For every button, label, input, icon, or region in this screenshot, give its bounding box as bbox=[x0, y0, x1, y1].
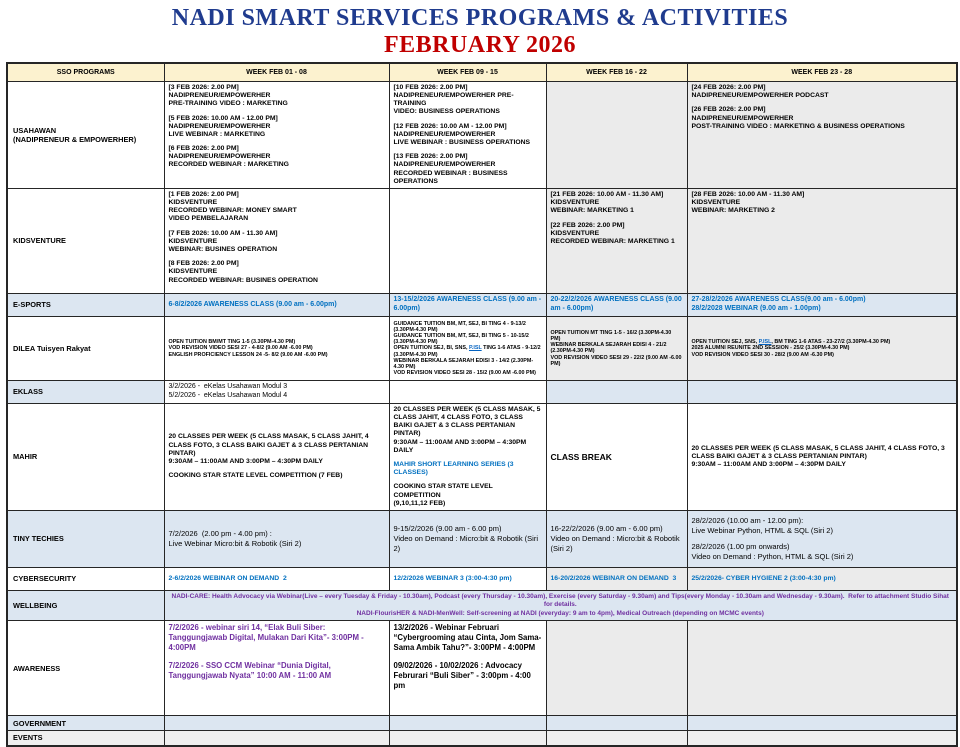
cell-text-line: [8 FEB 2026: 2.00 PM] bbox=[168, 260, 239, 268]
cell-government-w4 bbox=[687, 716, 957, 731]
cell-text-line: [21 FEB 2026: 10.00 AM - 11.30 AM] bbox=[550, 190, 664, 198]
cell-text-line: [3 FEB 2026: 2.00 PM] bbox=[168, 84, 239, 91]
cell-text-line: OPEN TUITION BM/MT TING 1-5 (3.30PM-4.30 PM) bbox=[168, 339, 296, 346]
cell-text-line: [12 FEB 2026: 10.00 AM - 12.00 PM] bbox=[393, 122, 507, 130]
cell-text-line: KIDSVENTURE bbox=[168, 199, 218, 207]
row-label-tiny-techies bbox=[7, 510, 164, 567]
cell-text-line: LIVE WEBINAR : MARKETING bbox=[168, 130, 266, 138]
cell-text-line: 5/2/2026 - eKelas Usahawan Modul 4 bbox=[168, 391, 288, 399]
table-row-events bbox=[7, 731, 957, 746]
page bbox=[0, 5, 960, 747]
cell-events-w3 bbox=[546, 731, 687, 746]
cell-text-line: 9:30AM – 11:00AM AND 3:00PM – 4:30PM DAILY bbox=[168, 457, 323, 465]
cell-mahir-w4 bbox=[687, 403, 957, 510]
pisl-link[interactable]: P.ISL bbox=[468, 345, 482, 352]
cell-events-w4 bbox=[687, 731, 957, 746]
cell-text-line: 9:30AM – 11:00AM AND 3:00PM – 4:30PM DAILY bbox=[691, 460, 846, 468]
cell-text-line: VOD REVISION VIDEO SESI 28 - 15/2 (9.00 AM -6.00 PM) bbox=[393, 370, 536, 377]
cell-text-line: RECORDED WEBINAR : MARKETING bbox=[168, 161, 289, 169]
cell-text-line: POST-TRAINING VIDEO : MARKETING & BUSINESS OPERATIONS bbox=[691, 122, 905, 130]
cell-eklass-w3 bbox=[546, 380, 687, 403]
cell-government-w3 bbox=[546, 716, 687, 731]
cell-text-line: RECORDED WEBINAR: MARKETING 1 bbox=[550, 237, 675, 245]
cell-cybersecurity-w1 bbox=[164, 567, 389, 590]
cell-text-line: OPEN TUITION MT TING 1-5 - 16/2 (3.30PM-4.30 PM) bbox=[550, 329, 673, 343]
cell-text-line: (9,10,11,12 FEB) bbox=[393, 499, 446, 507]
cell-usahawan-w4 bbox=[687, 82, 957, 189]
cell-text-line: 20-22/2/2026 AWARENESS CLASS (9.00 am - 6.00pm) bbox=[550, 296, 684, 312]
cell-text-line bbox=[394, 461, 542, 477]
cell-tiny-techies-w1 bbox=[164, 510, 389, 567]
blank-line bbox=[394, 654, 542, 661]
row-label-line: MAHIR bbox=[13, 452, 38, 462]
cell-text-segment: , BM TING 1-6 ATAS - 23-27/2 (3.30PM-4.30 PM) bbox=[771, 339, 891, 346]
row-label-usahawan bbox=[7, 82, 164, 189]
cell-esports-w2 bbox=[389, 293, 546, 316]
cell-text-line: 6-8/2/2026 AWARENESS CLASS (9.00 am - 6.00pm) bbox=[168, 300, 337, 308]
row-label-line: KIDSVENTURE bbox=[13, 236, 66, 246]
cell-events-w2 bbox=[389, 731, 546, 746]
cell-text-line: NADI-FlourisHER & NADI-MenWell: Self-screening at NADI (everyday: 9 am to 4pm), Medical Outreach (depending on MCMC events) bbox=[356, 609, 764, 617]
cell-text-line: NADIPRENEUR/EMPOWERHER bbox=[691, 114, 794, 122]
cell-text-line: [10 FEB 2026: 2.00 PM] bbox=[393, 84, 468, 91]
table-row-government bbox=[7, 716, 957, 731]
cell-text-line: Live Webinar Python, HTML & SQL (Siri 2) bbox=[691, 525, 833, 535]
cell-text-line: 13-15/2/2026 AWARENESS CLASS (9.00 am - 6.00pm) bbox=[393, 296, 544, 312]
table-row-eklass bbox=[7, 380, 957, 403]
cell-text-line bbox=[394, 345, 542, 357]
cell-tiny-techies-w2 bbox=[389, 510, 546, 567]
cell-dilea-w1 bbox=[164, 316, 389, 380]
cell-text-segment: MAHIR SHORT LEARNING SERIES (3 CLASSES) bbox=[393, 460, 516, 477]
row-label-wellbeing bbox=[7, 590, 164, 620]
cell-dilea-w4 bbox=[687, 316, 957, 380]
cell-text-line: 28/2/2026 (1.00 pm onwards) bbox=[691, 542, 790, 552]
cell-text-line: RECORDED WEBINAR: BUSINES OPERATION bbox=[168, 276, 318, 284]
cell-esports-w1 bbox=[164, 293, 389, 316]
cell-text-line: WEBINAR BERKALA SEJARAH EDISI 4 - 21/2 (2.30PM-4.30 PM) bbox=[550, 342, 669, 355]
cell-text-line: CLASS BREAK bbox=[550, 451, 612, 462]
table-row-awareness bbox=[7, 621, 957, 716]
cell-tiny-techies-w3 bbox=[546, 510, 687, 567]
schedule-table bbox=[6, 62, 958, 747]
col-header-2: WEEK FEB 09 - 15 bbox=[389, 63, 546, 82]
cell-text-line: GUIDANCE TUITION BM, MT, SEJ, BI TING 5 - 10-15/2 (3.30PM-4.30 PM) bbox=[393, 332, 531, 346]
cell-text-line: 3/2/2026 - eKelas Usahawan Modul 3 bbox=[168, 383, 288, 391]
cell-text-line: 20 CLASSES PER WEEK (5 CLASS MASAK, 5 CLASS JAHIT, 4 CLASS FOTO, 3 CLASS BAIKI GAJET & 3 CLASS PERTANIAN PINTAR) bbox=[393, 405, 543, 438]
table-row-tiny-techies bbox=[7, 510, 957, 567]
cell-text-line: KIDSVENTURE bbox=[550, 229, 600, 237]
row-label-dilea bbox=[7, 316, 164, 380]
cell-text-line: GUIDANCE TUITION BM, MT, SEJ, BI TING 4 - 9-13/2 (3.30PM-4.30 PM) bbox=[393, 320, 528, 333]
cell-text-line: VOD REVISION VIDEO SESI 29 - 22/2 (9.00 AM -6.00 PM) bbox=[550, 354, 684, 367]
cell-government-w1 bbox=[164, 716, 389, 731]
cell-text-line: KIDSVENTURE bbox=[691, 199, 741, 207]
cell-text-line: 2-6/2/2026 WEBINAR ON DEMAND 2 bbox=[168, 574, 287, 582]
row-label-line: CYBERSECURITY bbox=[13, 574, 77, 584]
cell-text-line: WEBINAR: BUSINES OPERATION bbox=[168, 245, 278, 253]
cell-text-line: RECORDED WEBINAR: MONEY SMART bbox=[168, 207, 297, 215]
table-row-dilea bbox=[7, 316, 957, 380]
row-label-line: EKLASS bbox=[13, 387, 43, 397]
cell-text-line: COOKING STAR STATE LEVEL COMPETITION (7 FEB) bbox=[168, 472, 343, 480]
cell-kidsventure-w4 bbox=[687, 188, 957, 293]
cell-text-line: WEBINAR: MARKETING 2 bbox=[691, 207, 775, 215]
cell-text-line: 16-20/2/2026 WEBINAR ON DEMAND 3 bbox=[550, 574, 677, 582]
cell-cybersecurity-w4 bbox=[687, 567, 957, 590]
cell-text-line: 7/2/2026 - webinar siri 14, “Elak Buli Siber: Tanggungjawab Digital, Mulakan Dari Kita”- 3:00PM - 4:00PM bbox=[168, 623, 366, 653]
cell-text-line: [26 FEB 2026: 2.00 PM] bbox=[691, 106, 766, 114]
cell-text-line: 20 CLASSES PER WEEK (5 CLASS MASAK, 5 CLASS JAHIT, 4 CLASS FOTO, 3 CLASS BAIKI GAJET & 3 CLASS PERTANIAN PINTAR) bbox=[691, 444, 947, 460]
cell-text-line: RECORDED WEBINAR : BUSINESS OPERATIONS bbox=[393, 169, 510, 185]
cell-esports-w4 bbox=[687, 293, 957, 316]
cell-text-line: KIDSVENTURE bbox=[168, 268, 218, 276]
cell-text-line: [7 FEB 2026: 10.00 AM - 11.30 AM] bbox=[168, 229, 278, 237]
cell-kidsventure-w2 bbox=[389, 188, 546, 293]
cell-text-line: KIDSVENTURE bbox=[550, 199, 600, 207]
cell-text-line: NADIPRENEUR/EMPOWERHER PODCAST bbox=[691, 92, 829, 100]
cell-text-line: WEBINAR: MARKETING 1 bbox=[550, 207, 634, 215]
table-row-kidsventure bbox=[7, 188, 957, 293]
page-subtitle: FEBRUARY 2026 bbox=[383, 32, 577, 58]
cell-cybersecurity-w3 bbox=[546, 567, 687, 590]
cell-text-line: [6 FEB 2026: 2.00 PM] bbox=[168, 145, 239, 153]
cell-text-line: Video on Demand : Micro:bit & Robotik (Siri 2) bbox=[393, 534, 541, 553]
cell-kidsventure-w1 bbox=[164, 188, 389, 293]
row-label-esports bbox=[7, 293, 164, 316]
cell-text-line: NADIPRENEUR/EMPOWERHER bbox=[168, 122, 271, 130]
cell-text-segment: TING 1-6 ATAS - 9-12/2 (3.30PM-4.30 PM) bbox=[393, 345, 543, 358]
row-label-line: USAHAWAN bbox=[13, 125, 57, 135]
cell-text-line: 09/02/2026 - 10/02/2026 : Advocacy Februrari “Buli Siber” - 3:00pm - 4:00 pm bbox=[393, 660, 534, 690]
cell-text-line: 7/2/2026 - SSO CCM Webinar “Dunia Digital, Tanggungjawab Nyata” 10:00 AM - 11:00 AM bbox=[168, 660, 334, 680]
cell-text-line: 7/2/2026 (2.00 pm - 4.00 pm) : bbox=[168, 529, 272, 539]
cell-awareness-w3 bbox=[546, 621, 687, 716]
header-row bbox=[7, 63, 957, 82]
cell-text-line: 2025 ALUMNI REUNITE 2ND SESSION - 25/2 (3.30PM-4.30 PM) bbox=[691, 345, 850, 352]
cell-text-line: LIVE WEBINAR : BUSINESS OPERATIONS bbox=[393, 139, 531, 147]
cell-text-line: Live Webinar Micro:bit & Robotik (Siri 2) bbox=[168, 538, 302, 548]
row-label-line: AWARENESS bbox=[13, 663, 61, 673]
cell-text-line: KIDSVENTURE bbox=[168, 237, 218, 245]
cell-text-line: VIDEO: BUSINESS OPERATIONS bbox=[393, 108, 500, 116]
row-label-kidsventure bbox=[7, 188, 164, 293]
cell-usahawan-w1 bbox=[164, 82, 389, 189]
cell-text-line: COOKING STAR STATE LEVEL COMPETITION bbox=[393, 483, 495, 499]
blank-line bbox=[169, 654, 385, 661]
cell-awareness-w2 bbox=[389, 621, 546, 716]
blank-line bbox=[692, 536, 953, 543]
row-label-line: E-SPORTS bbox=[13, 300, 51, 310]
table-row-esports bbox=[7, 293, 957, 316]
table-row-mahir bbox=[7, 403, 957, 510]
cell-text-line: VOD REVISION VIDEO SESI 30 - 28/2 (9.00 AM -6.30 PM) bbox=[691, 351, 834, 358]
cell-eklass-w1 bbox=[164, 380, 389, 403]
cell-text-line: 28/2/2028 WEBINAR (9.00 am - 1.00pm) bbox=[691, 304, 821, 312]
cell-text-line: 20 CLASSES PER WEEK (5 CLASS MASAK, 5 CLASS JAHIT, 4 CLASS FOTO, 3 CLASS BAIKI GAJET & 3 CLASS PERTANIAN PINTAR) bbox=[168, 433, 371, 457]
cell-text-line: NADIPRENEUR/EMPOWERHER bbox=[168, 92, 271, 100]
cell-text-line: 27-28/2/2026 AWARENESS CLASS(9.00 am - 6.00pm) bbox=[691, 296, 866, 304]
cell-kidsventure-w3 bbox=[546, 188, 687, 293]
col-header-0: SSO PROGRAMS bbox=[7, 63, 164, 82]
cell-dilea-w3 bbox=[546, 316, 687, 380]
cell-text-line: VIDEO PEMBELAJARAN bbox=[168, 215, 249, 223]
cell-eklass-w4 bbox=[687, 380, 957, 403]
cell-text-line: NADIPRENEUR/EMPOWERHER bbox=[393, 161, 496, 169]
cell-usahawan-w2 bbox=[389, 82, 546, 189]
cell-text-line: [1 FEB 2026: 2.00 PM] bbox=[168, 190, 239, 198]
cell-text-line: [24 FEB 2026: 2.00 PM] bbox=[691, 84, 766, 91]
row-label-events bbox=[7, 731, 164, 746]
cell-text-line: 12/2/2026 WEBINAR 3 (3:00-4:30 pm) bbox=[393, 574, 512, 582]
cell-text-line: NADI-CARE: Health Advocacy via Webinar(Live – every Tuesday & Friday - 10.30am), Podcast (every Thursday - 10.30am), Exercise (every Saturday - 9.30am) and Tips(every Monday - 10.30am and Wednesday - 9.30am). Refer to attachment Studio Sihat for details. bbox=[171, 592, 951, 609]
cell-wellbeing-w1 bbox=[164, 590, 957, 620]
cell-text-segment: OPEN TUITION SEJ, SNS, bbox=[691, 339, 759, 346]
row-label-government bbox=[7, 716, 164, 731]
cell-awareness-w4 bbox=[687, 621, 957, 716]
cell-tiny-techies-w4 bbox=[687, 510, 957, 567]
cell-text-line: NADIPRENEUR/EMPOWERHER bbox=[393, 130, 496, 138]
cell-mahir-w3 bbox=[546, 403, 687, 510]
cell-events-w1 bbox=[164, 731, 389, 746]
cell-text-line: NADIPRENEUR/EMPOWERHER bbox=[168, 153, 271, 161]
cell-text-line: 28/2/2026 (10.00 am - 12.00 pm): bbox=[691, 516, 804, 525]
row-label-line: DILEA Tuisyen Rakyat bbox=[13, 343, 91, 353]
row-label-awareness bbox=[7, 621, 164, 716]
cell-dilea-w2 bbox=[389, 316, 546, 380]
table-row-wellbeing bbox=[7, 590, 957, 620]
cell-text-line: ENGLISH PROFICIENCY LESSON 24 -5- 8/2 (9.00 AM -6.00 PM) bbox=[168, 351, 328, 358]
cell-text-line: Video on Demand : Python, HTML & SQL (Siri 2) bbox=[691, 552, 854, 561]
row-label-line: WELLBEING bbox=[13, 601, 58, 611]
cell-text-line: 9-15/2/2026 (9.00 am - 6.00 pm) bbox=[393, 524, 502, 534]
cell-text-line: VOD REVISION VIDEO SESI 27 - 4-8/2 (9.00 AM -6.00 PM) bbox=[168, 345, 313, 352]
cell-text-line: Video on Demand : Micro:bit & Robotik (Siri 2) bbox=[550, 534, 682, 553]
row-label-eklass bbox=[7, 380, 164, 403]
col-header-4: WEEK FEB 23 - 28 bbox=[687, 63, 957, 82]
cell-text-line: 13/2/2026 - Webinar Februari “Cybergrooming atau Cinta, Jom Sama-Sama Ambik Tahu?”- 3:00PM - 4:00PM bbox=[393, 623, 542, 653]
table-row-usahawan bbox=[7, 82, 957, 189]
col-header-1: WEEK FEB 01 - 08 bbox=[164, 63, 389, 82]
schedule-table-body bbox=[7, 63, 957, 746]
cell-eklass-w2 bbox=[389, 380, 546, 403]
row-label-line: GOVERNMENT bbox=[13, 718, 66, 728]
cell-text-line: 9:30AM – 11:00AM AND 3:00PM – 4:30PM DAILY bbox=[393, 438, 529, 454]
cell-text-line: [13 FEB 2026: 2.00 PM] bbox=[393, 153, 468, 161]
cell-mahir-w2 bbox=[389, 403, 546, 510]
page-title: NADI SMART SERVICES PROGRAMS & ACTIVITIES bbox=[171, 5, 789, 31]
cell-usahawan-w3 bbox=[546, 82, 687, 189]
row-label-line: TINY TECHIES bbox=[13, 534, 64, 544]
row-label-line: EVENTS bbox=[13, 733, 43, 743]
row-label-cybersecurity bbox=[7, 567, 164, 590]
cell-esports-w3 bbox=[546, 293, 687, 316]
cell-text-line: [22 FEB 2026: 2.00 PM] bbox=[550, 221, 625, 229]
cell-mahir-w1 bbox=[164, 403, 389, 510]
col-header-3: WEEK FEB 16 - 22 bbox=[546, 63, 687, 82]
cell-text-line: [5 FEB 2026: 10.00 AM - 12.00 PM] bbox=[168, 114, 278, 122]
cell-awareness-w1 bbox=[164, 621, 389, 716]
cell-government-w2 bbox=[389, 716, 546, 731]
row-label-mahir bbox=[7, 403, 164, 510]
cell-text-line: PRE-TRAINING VIDEO : MARKETING bbox=[168, 100, 288, 108]
pisl-link[interactable]: P.ISL bbox=[758, 339, 772, 346]
cell-text-line: WEBINAR BERKALA SEJARAH EDISI 3 - 14/2 (2.30PM-4.30 PM) bbox=[393, 357, 534, 370]
cell-text-line: 16-22/2/2026 (9.00 am - 6.00 pm) bbox=[550, 524, 663, 534]
table-row-cybersecurity bbox=[7, 567, 957, 590]
cell-text-line: [28 FEB 2026: 10.00 AM - 11.30 AM] bbox=[691, 190, 805, 198]
cell-text-line: 25/2/2026- CYBER HYGIENE 2 (3:00-4:30 pm) bbox=[691, 574, 836, 582]
cell-text-line: NADIPRENEUR/EMPOWERHER PRE-TRAINING bbox=[393, 92, 514, 108]
cell-cybersecurity-w2 bbox=[389, 567, 546, 590]
row-label-line: (NADIPRENEUR & EMPOWERHER) bbox=[13, 134, 137, 144]
cell-text-segment: OPEN TUITION SEJ, BI, SNS, bbox=[393, 345, 469, 352]
